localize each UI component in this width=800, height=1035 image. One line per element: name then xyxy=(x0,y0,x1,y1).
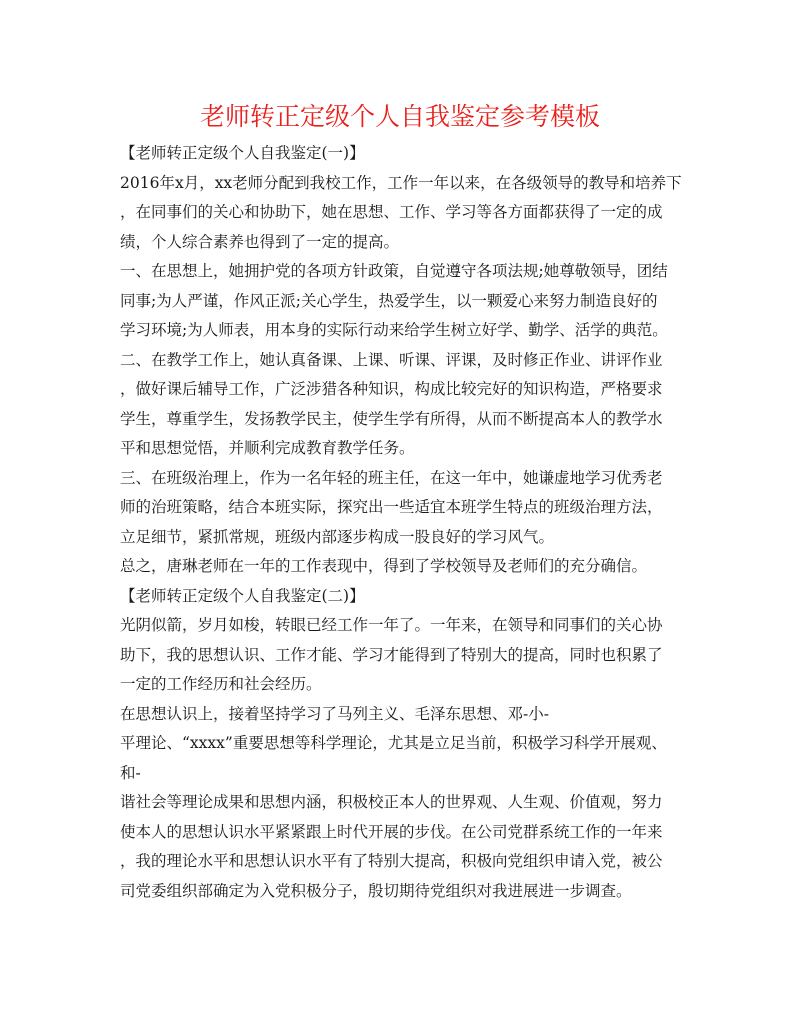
text-line: 一定的工作经历和社会经历。 xyxy=(120,675,322,693)
text-line: 师的治班策略，结合本班实际，探究出一些适宜本班学生特点的班级治理方法， xyxy=(120,498,663,516)
text-line: 在思想认识上，接着坚持学习了马列主义、毛泽东思想、邓-小- xyxy=(120,704,549,723)
text-line: 立足细节，紧抓常规，班级内部逐步构成一股良好的学习风气。 xyxy=(120,527,555,546)
text-line: 助下，我的思想认识、工作才能、学习才能得到了特别大的提高，同时也积累了 xyxy=(120,645,663,664)
text-line: 光阴似箭，岁月如梭，转眼已经工作一年了。一年来，在领导和同事们的关心协 xyxy=(120,616,663,634)
text-line: 三、在班级治理上，作为一名年轻的班主任，在这一年中，她谦虚地学习优秀老 xyxy=(120,468,663,487)
text-line: 总之，唐琳老师在一年的工作表现中，得到了学校领导及老师们的充分确信。 xyxy=(120,557,648,575)
text-line: 【老师转正定级个人自我鉴定(一)】 xyxy=(120,144,365,162)
text-line: 平理论、“xxxx”重要思想等科学理论，尤其是立足当前，积极学习科学开展观、 xyxy=(120,734,667,752)
document-body xyxy=(120,139,690,906)
text-line: 二、在教学工作上，她认真备课、上课、听课、评课，及时修正作业、讲评作业 xyxy=(120,350,663,369)
text-line: ，我的理论水平和思想认识水平有了特别大提高，积极向党组织申请入党，被公 xyxy=(120,852,663,870)
text-line: 谐社会等理论成果和思想内涵，积极校正本人的世界观、人生观、价值观，努力 xyxy=(120,793,663,811)
text-line: 和- xyxy=(120,763,141,782)
document-title: 老师转正定级个人自我鉴定参考模板 xyxy=(199,102,600,131)
text-line: 学生，尊重学生，发扬教学民主，使学生学有所得，从而不断提高本人的教学水 xyxy=(120,409,663,428)
text-line: 使本人的思想认识水平紧紧跟上时代开展的步伐。在公司党群系统工作的一年来 xyxy=(120,822,663,841)
text-line: 2016年x月，xx老师分配到我校工作，工作一年以来，在各级领导的教导和培养下 xyxy=(120,173,682,192)
text-line: 绩，个人综合素养也得到了一定的提高。 xyxy=(120,232,400,251)
text-line: 同事;为人严谨，作风正派;关心学生，热爱学生，以一颗爱心来努力制造良好的 xyxy=(120,291,658,310)
text-line: 学习环境;为人师表，用本身的实际行动来给学生树立好学、勤学、活学的典范。 xyxy=(120,321,668,339)
text-line: ，在同事们的关心和协助下，她在思想、工作、学习等各方面都获得了一定的成 xyxy=(120,203,663,221)
text-line: 一、在思想上，她拥护党的各项方针政策，自觉遵守各项法规;她尊敬领导，团结 xyxy=(120,262,668,280)
text-line: 平和思想觉悟，并顺利完成教育教学任务。 xyxy=(120,439,415,457)
text-line: ，做好课后辅导工作，广泛涉猎各种知识，构成比较完好的知识构造，严格要求 xyxy=(120,380,663,398)
text-line: 司党委组织部确定为入党积极分子，殷切期待党组织对我进展进一步调查。 xyxy=(120,881,632,900)
text-line: 【老师转正定级个人自我鉴定(二)】 xyxy=(120,586,365,605)
